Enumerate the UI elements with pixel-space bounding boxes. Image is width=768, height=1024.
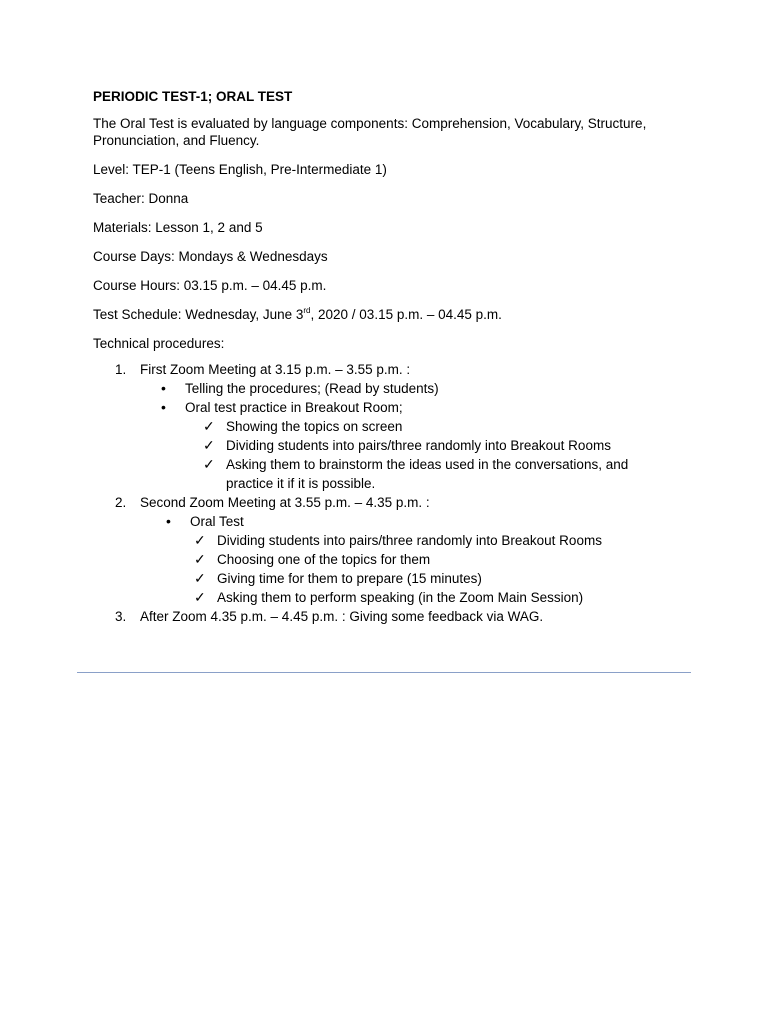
check-text: Giving time for them to prepare (15 minutes) xyxy=(217,571,482,586)
document-title: PERIODIC TEST-1; ORAL TEST xyxy=(93,89,293,104)
check-text: practice it if it is possible. xyxy=(226,476,376,491)
procedure-steps xyxy=(93,360,693,626)
schedule-text-rest: , 2020 / 03.15 p.m. – 04.45 p.m. xyxy=(310,307,502,322)
bullet-icon: • xyxy=(161,399,166,415)
procedure-step xyxy=(93,493,693,607)
horizontal-divider xyxy=(77,672,691,673)
bullet-text: Telling the procedures; (Read by students) xyxy=(185,381,439,396)
course-hours-line: Course Hours: 03.15 p.m. – 04.45 p.m. xyxy=(93,278,327,293)
step-text: After Zoom 4.35 p.m. – 4.45 p.m. : Giving some feedback via WAG. xyxy=(140,609,544,624)
document-page xyxy=(93,88,693,626)
check-item xyxy=(93,550,693,569)
check-item xyxy=(93,569,693,588)
check-continuation xyxy=(93,474,693,493)
check-item xyxy=(93,588,693,607)
check-text: Choosing one of the topics for them xyxy=(217,552,431,567)
check-icon: ✓ xyxy=(194,589,206,605)
check-text: Showing the topics on screen xyxy=(226,419,403,434)
bullet-item xyxy=(93,379,693,398)
check-item xyxy=(93,436,693,455)
check-icon: ✓ xyxy=(194,551,206,567)
check-list xyxy=(93,531,693,607)
bullet-list xyxy=(93,379,693,493)
bullet-icon: • xyxy=(166,513,171,529)
check-text: Dividing students into pairs/three randomly into Breakout Rooms xyxy=(217,533,602,548)
bullet-list xyxy=(93,512,693,531)
bullet-icon: • xyxy=(161,380,166,396)
schedule-superscript: rd xyxy=(303,305,311,315)
bullet-text: Oral Test xyxy=(190,514,244,529)
check-text: Asking them to brainstorm the ideas used in the conversations, and xyxy=(226,457,629,472)
step-text: First Zoom Meeting at 3.15 p.m. – 3.55 p.m. : xyxy=(140,362,411,377)
check-icon: ✓ xyxy=(203,418,215,434)
step-number: 2. xyxy=(115,495,127,510)
check-icon: ✓ xyxy=(203,456,215,472)
materials-line: Materials: Lesson 1, 2 and 5 xyxy=(93,220,263,235)
test-schedule-line xyxy=(93,306,693,323)
check-icon: ✓ xyxy=(203,437,215,453)
check-item xyxy=(93,531,693,550)
check-text: Asking them to perform speaking (in the Zoom Main Session) xyxy=(217,590,584,605)
check-icon: ✓ xyxy=(194,532,206,548)
course-days-line: Course Days: Mondays & Wednesdays xyxy=(93,249,328,264)
step-number: 1. xyxy=(115,362,127,377)
level-line: Level: TEP-1 (Teens English, Pre-Intermediate 1) xyxy=(93,162,387,177)
intro-paragraph: The Oral Test is evaluated by language components: Comprehension, Vocabulary, Structure, Pronunciation, and Fluency. xyxy=(93,116,647,148)
procedures-label: Technical procedures: xyxy=(93,336,225,351)
check-list xyxy=(93,417,693,493)
procedure-step xyxy=(93,607,693,626)
check-icon: ✓ xyxy=(194,570,206,586)
check-item xyxy=(93,417,693,436)
bullet-item xyxy=(93,398,693,493)
bullet-text: Oral test practice in Breakout Room; xyxy=(185,400,403,415)
procedure-step xyxy=(93,360,693,493)
step-number: 3. xyxy=(115,609,127,624)
bullet-item xyxy=(93,512,693,531)
schedule-text: Test Schedule: Wednesday, June 3 xyxy=(93,307,304,322)
check-item xyxy=(93,455,693,474)
step-text: Second Zoom Meeting at 3.55 p.m. – 4.35 p.m. : xyxy=(140,495,430,510)
check-text: Dividing students into pairs/three randomly into Breakout Rooms xyxy=(226,438,611,453)
teacher-line: Teacher: Donna xyxy=(93,191,189,206)
